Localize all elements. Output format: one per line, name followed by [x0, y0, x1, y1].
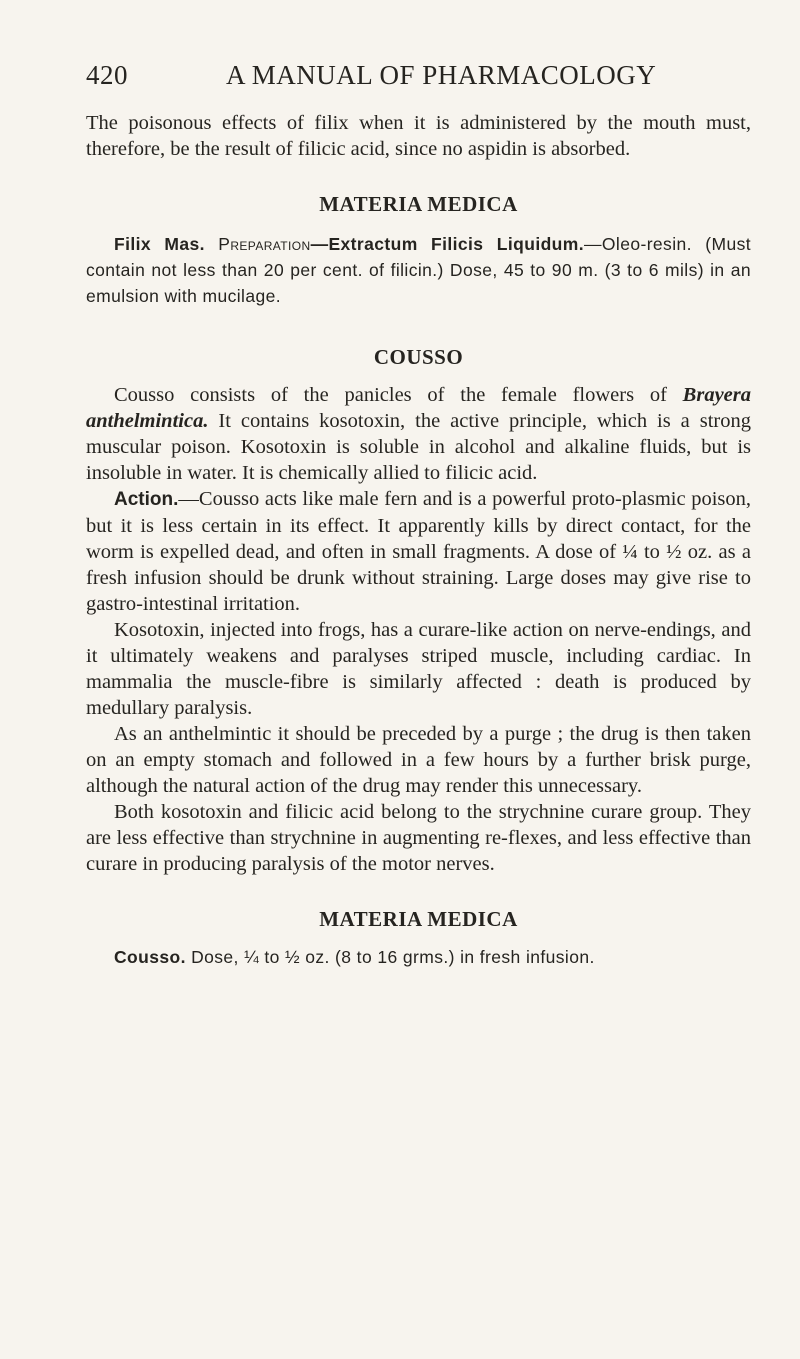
cousso-paragraph-4: As an anthelmintic it should be preceded by a purge ; the drug is then taken on an empty stomach and followed in a few hours by a further brisk purge, although the natural action of the drug may render this unnecessary.	[86, 723, 751, 797]
drug-name-filix: Filix Mas.	[114, 234, 205, 254]
action-text: —Cousso acts like male fern and is a powerful proto-plasmic poison, but it is less certain in its effect. It apparently kills by direct contact, for the worm is expelled dead, and often in small fragments. A dose of ¼ to ½ oz. as a fresh infusion should be drunk without straining. Large doses may give rise to gastro-intestinal irritation.	[86, 488, 751, 615]
cousso-p1-start: Cousso consists of the panicles of the female flowers of	[114, 384, 683, 406]
materia-medica-heading-2: MATERIA MEDICA	[319, 907, 518, 931]
cousso-paragraph-1	[86, 382, 751, 486]
materia-medica-entry-filix	[86, 231, 751, 309]
page-number: 420	[86, 60, 128, 90]
materia-medica-heading-1: MATERIA MEDICA	[319, 192, 518, 216]
preparation-name: —Extractum Filicis Liquidum.	[310, 234, 584, 254]
cousso-heading: COUSSO	[373, 345, 464, 369]
filix-dose-text: —Oleo-resin. (Must contain not less than 20 per cent. of filicin.) Dose, 45 to 90 m. (3 to 6 mils) in an emulsion with mucilage.	[86, 234, 752, 306]
book-page	[86, 60, 751, 970]
running-head	[86, 60, 751, 100]
cousso-dose-text: Dose, ¼ to ½ oz. (8 to 16 grms.) in fresh infusion.	[185, 947, 595, 967]
preparation-label: Preparation	[218, 234, 311, 254]
cousso-paragraph-5: Both kosotoxin and filicic acid belong to the strychnine curare group. They are less effective than strychnine in augmenting re-flexes, and less effective than curare in producing paralysis of the motor nerves.	[86, 801, 751, 875]
cousso-p1-end: It contains kosotoxin, the active principle, which is a strong muscular poison. Kosotoxin is soluble in alcohol and alkaline fluids, but is insoluble in water. It is chemically allied to filicic acid.	[86, 410, 751, 484]
cousso-paragraph-3: Kosotoxin, injected into frogs, has a curare-like action on nerve-endings, and it ultimately weakens and paralyses striped muscle, including cardiac. In mammalia the muscle-fibre is similarly affected : death is produced by medullary paralysis.	[86, 619, 751, 719]
materia-medica-entry-cousso	[86, 944, 751, 970]
cousso-action-paragraph	[86, 486, 751, 617]
running-title: A MANUAL OF PHARMACOLOGY	[226, 60, 657, 90]
intro-paragraph: The poisonous effects of filix when it is administered by the mouth must, therefore, be the result of filicic acid, since no aspidin is absorbed.	[86, 112, 751, 160]
drug-name-cousso: Cousso.	[114, 947, 186, 967]
action-label: Action.	[114, 489, 179, 510]
species-name: Brayera anthelmintica.	[86, 384, 751, 432]
